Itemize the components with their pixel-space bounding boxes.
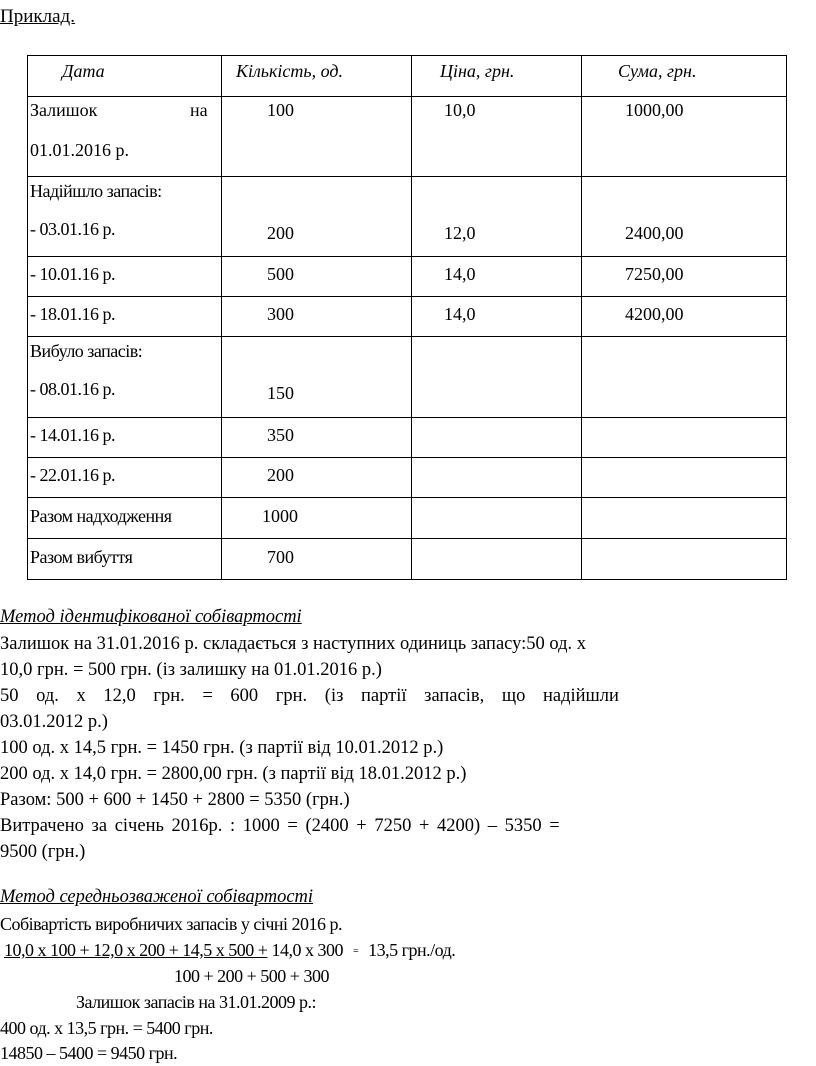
row-label-part: на	[190, 100, 208, 120]
row-price: 12,0	[444, 223, 476, 243]
table-row	[28, 177, 787, 257]
table-cell	[582, 458, 787, 498]
table-row	[28, 418, 787, 458]
row-price: 14,0	[444, 304, 476, 324]
table-cell	[28, 458, 222, 498]
method1-line: Витрачено за січень 2016р. : 1000 = (2400 + 7250 + 4200) – 5350 =	[0, 816, 560, 836]
table-cell	[222, 539, 412, 580]
header-date: Дата	[62, 61, 105, 81]
table-cell	[28, 498, 222, 539]
table-cell	[412, 539, 582, 580]
formula-equals: =	[352, 946, 359, 958]
method1-line: Разом: 500 + 600 + 1450 + 2800 = 5350 (грн.)	[0, 790, 350, 810]
formula-numerator-underlined: 10,0 х 100 + 12,0 х 200 + 14,5 х 500 +	[4, 940, 268, 960]
table-cell	[222, 418, 412, 458]
table-cell	[222, 97, 412, 177]
row-price: 14,0	[444, 264, 476, 284]
inventory-table	[27, 55, 787, 580]
header-price: Ціна, грн.	[440, 61, 515, 81]
row-group-title: Вибуло запасів:	[30, 341, 143, 361]
method2-title: Метод середньозваженої собівартості	[0, 887, 314, 907]
table-cell	[28, 337, 222, 418]
row-label: - 18.01.16 р.	[30, 304, 115, 324]
row-qty: 150	[267, 383, 294, 403]
header-cell	[222, 56, 412, 97]
method2-line: 400 од. х 13,5 грн. = 5400 грн.	[0, 1018, 213, 1038]
row-sum: 1000,00	[625, 100, 684, 120]
row-qty: 500	[267, 264, 294, 284]
balance-title: Залишок запасів на 31.01.2009 р.:	[76, 992, 316, 1012]
table-cell	[582, 498, 787, 539]
page-title: Приклад.	[0, 6, 75, 27]
table-row	[28, 297, 787, 337]
method1-line: Залишок на 31.01.2016 р. складається з наступних одиниць запасу:50 од. х	[0, 634, 587, 654]
table-cell	[412, 257, 582, 297]
method1-line: 03.01.2012 р.)	[0, 712, 108, 732]
formula-denominator: 100 + 200 + 500 + 300	[174, 966, 329, 986]
row-label: - 08.01.16 р.	[30, 379, 115, 399]
row-label: - 10.01.16 р.	[30, 264, 115, 284]
method1-line: 50 од. х 12,0 грн. = 600 грн. (із партії запасів, що надійшли	[0, 686, 619, 706]
method1-line: 10,0 грн. = 500 грн. (із залишку на 01.01.2016 р.)	[0, 660, 382, 680]
row-price: 10,0	[444, 100, 476, 120]
row-sum: 2400,00	[625, 223, 684, 243]
row-label: Разом вибуття	[30, 547, 133, 567]
row-label: - 03.01.16 р.	[30, 219, 115, 239]
table-cell	[412, 458, 582, 498]
table-cell	[412, 297, 582, 337]
row-sum: 7250,00	[625, 264, 684, 284]
method2-line: 14850 – 5400 = 9450 грн.	[0, 1043, 178, 1063]
table-row	[28, 97, 787, 177]
table-cell	[222, 458, 412, 498]
method1-line: 200 од. х 14,0 грн. = 2800,00 грн. (з партії від 18.01.2012 р.)	[0, 764, 467, 784]
row-sum: 4200,00	[625, 304, 684, 324]
header-quantity: Кількість, од.	[236, 61, 343, 81]
method1-line: 100 од. х 14,5 грн. = 1450 грн. (з партії від 10.01.2012 р.)	[0, 738, 444, 758]
row-label-part: 01.01.2016 р.	[30, 140, 129, 160]
row-qty: 350	[267, 425, 294, 445]
table-cell	[222, 297, 412, 337]
table-header-row	[28, 56, 787, 97]
table-cell	[582, 337, 787, 418]
table-cell	[582, 418, 787, 458]
table-row	[28, 458, 787, 498]
table-cell	[222, 498, 412, 539]
table-cell	[28, 418, 222, 458]
row-qty: 200	[267, 223, 294, 243]
row-qty: 200	[267, 465, 294, 485]
table-cell	[28, 539, 222, 580]
row-label-part: Залишок	[30, 100, 98, 120]
table-cell	[582, 297, 787, 337]
table-cell	[412, 177, 582, 257]
table-row	[28, 257, 787, 297]
table-cell	[222, 337, 412, 418]
table-cell	[412, 337, 582, 418]
header-cell	[412, 56, 582, 97]
table-cell	[28, 257, 222, 297]
row-qty: 1000	[262, 506, 298, 526]
method1-line: 9500 (грн.)	[0, 842, 86, 862]
header-cell	[582, 56, 787, 97]
table-cell	[28, 177, 222, 257]
row-qty: 100	[267, 100, 294, 120]
formula-result: 13,5 грн./од.	[368, 940, 456, 960]
table-cell	[582, 97, 787, 177]
table-cell	[412, 418, 582, 458]
table-cell	[582, 539, 787, 580]
table-cell	[28, 297, 222, 337]
table-row	[28, 539, 787, 580]
row-group-title: Надійшло запасів:	[30, 181, 162, 201]
table-row	[28, 498, 787, 539]
table-cell	[28, 97, 222, 177]
header-cell	[28, 56, 222, 97]
table-cell	[222, 177, 412, 257]
table-cell	[582, 177, 787, 257]
row-label: Разом надходження	[30, 506, 172, 526]
formula-numerator-rest: 14,0 х 300	[271, 940, 343, 960]
table-cell	[412, 498, 582, 539]
header-sum: Сума, грн.	[618, 61, 697, 81]
formula-numerator	[4, 940, 455, 961]
row-label: - 22.01.16 р.	[30, 465, 115, 485]
row-label: - 14.01.16 р.	[30, 425, 115, 445]
row-qty: 700	[267, 547, 294, 567]
table-cell	[412, 97, 582, 177]
table-cell	[222, 257, 412, 297]
method1-title: Метод ідентифікованої собівартості	[0, 607, 302, 627]
method2-line: Собівартість виробничих запасів у січні 2016 р.	[0, 914, 343, 934]
table-row	[28, 337, 787, 418]
row-qty: 300	[267, 304, 294, 324]
table-cell	[582, 257, 787, 297]
